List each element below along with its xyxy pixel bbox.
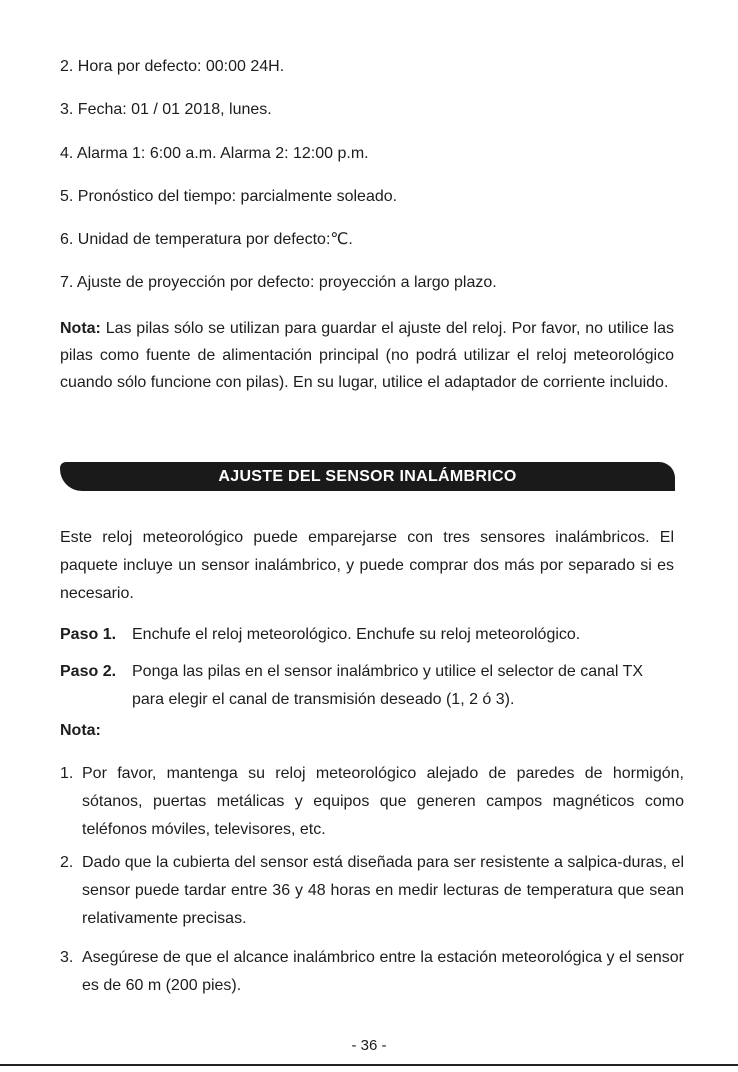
bottom-rule [0, 1064, 738, 1066]
note-3-number: 3. [60, 949, 74, 966]
battery-note-text: Las pilas sólo se utilizan para guardar el ajuste del reloj. Por favor, no utilice las pilas como fuente de alimentación principal (no podrá utilizar el reloj meteorológico cuando sólo funcione con pilas). En su lugar, utilice el adaptador de corriente incluido. [60, 320, 674, 391]
step-1 [60, 621, 674, 649]
default-date-item: 3. Fecha: 01 / 01 2018, lunes. [60, 101, 272, 118]
notes-heading: Nota: [60, 722, 101, 739]
note-1-number: 1. [60, 765, 74, 782]
step-2-label: Paso 2. [60, 663, 117, 680]
default-forecast-item: 5. Pronóstico del tiempo: parcialmente soleado. [60, 188, 398, 205]
note-2-number: 2. [60, 854, 74, 871]
note-2 [60, 849, 684, 933]
default-alarm-item: 4. Alarma 1: 6:00 a.m. Alarma 2: 12:00 p.m. [60, 145, 369, 162]
battery-note [60, 315, 674, 396]
page-number: - 36 - [351, 1037, 387, 1054]
note-1 [60, 760, 684, 844]
default-projection-item: 7. Ajuste de proyección por defecto: proyección a largo plazo. [60, 274, 497, 291]
note-3 [60, 944, 684, 1000]
default-temp-unit-item: 6. Unidad de temperatura por defecto:℃. [60, 231, 353, 248]
intro-paragraph: Este reloj meteorológico puede emparejarse con tres sensores inalámbricos. El paquete incluye un sensor inalámbrico, y puede comprar dos más por separado si es necesario. [60, 529, 674, 602]
step-2-text: Ponga las pilas en el sensor inalámbrico y utilice el selector de canal TX para elegir el canal de transmisión deseado (1, 2 ó 3). [132, 663, 644, 708]
note-3-text: Asegúrese de que el alcance inalámbrico entre la estación meteorológica y el sensor es de 60 m (200 pies). [82, 949, 684, 994]
step-1-text: Enchufe el reloj meteorológico. Enchufe su reloj meteorológico. [132, 626, 581, 643]
step-1-label: Paso 1. [60, 626, 117, 643]
note-1-text: Por favor, mantenga su reloj meteorológico alejado de paredes de hormigón, sótanos, puertas metálicas y equipos que generen campos magnéticos como teléfonos móviles, televisores, etc. [82, 765, 684, 838]
step-2 [60, 658, 674, 714]
note-2-text: Dado que la cubierta del sensor está diseñada para ser resistente a salpica-duras, el sensor puede tardar entre 36 y 48 horas en medir lecturas de temperatura que sean relativamente precisas. [82, 854, 684, 927]
default-time-item: 2. Hora por defecto: 00:00 24H. [60, 58, 285, 75]
battery-note-label: Nota: [60, 320, 101, 337]
section-heading: AJUSTE DEL SENSOR INALÁMBRICO [60, 462, 675, 491]
